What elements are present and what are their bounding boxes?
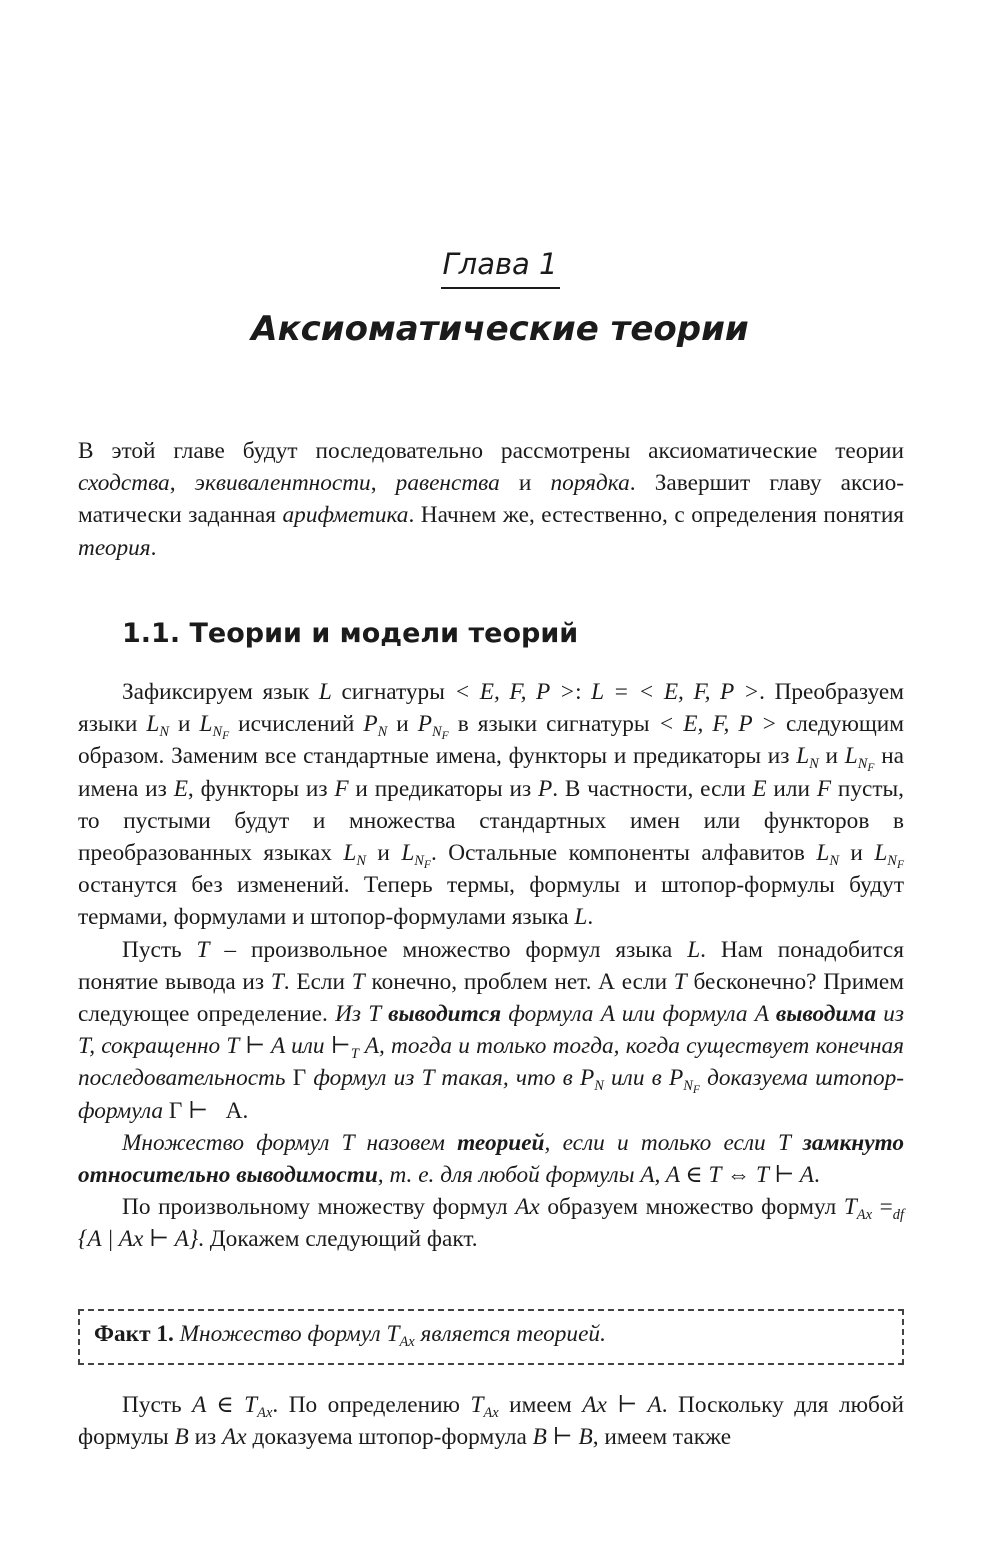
section-title: 1.1. Теории и модели теорий [122,618,579,649]
paragraph-language: Зафиксируем язык L сигнатуры < E, F, P >: L = < E, F, P >. Преобразуем языки $L_N$ и $L_{N_F}$ исчислений $P_N$ и $P_{N_F}$ в языки сигнатуры < E, F, P > следующим образом. Заменим все стандартные имена, функторы и предикаторы из $L_N$ и $L_{N_F}$ на имена из E, функторы из F и предикаторы из P. В частности, если E или F пусты, то пустыми будут и множества стандартных имен или функторов в преобразованных языках $L_N$ и $L_{N_F}$. Остальные компоненты алфавитов $L_N$ и $L_{N_F}$ останутся без изменений. Теперь термы, формулы и штопор-формулы будут термами, формулами и штопор-формулами языка L. [78,679,905,931]
body-text [78,676,904,1256]
proof-paragraph: Пусть A ∈ $T_{Ax}$. По определению $T_{Ax}$ имеем Ax ⊢ A. Поскольку для любой формулы B из Ax доказуема штопор-формула B ⊢ B, имеем также [78,1392,905,1451]
chapter-title: Аксиоматические теории [251,309,749,349]
paragraph-derivation: Пусть T – произвольное множество формул языка L. Нам понадобится понятие вывода из T. Если T конечно, проблем нет. А если T бесконечно? Примем следующее определение. Из T выводится формула A или формула A выводима из T, сокращенно T ⊢ A или $⊢_T$ A, тогда и только тогда, когда существует конечная последовательность Γ формул из T такая, что в $P_N$ или в $P_{N_F}$ доказуема штопор-формула Γ ⊢ A. [78,936,905,1124]
chapter-label: Глава 1 [0,244,1000,289]
paragraph-tax: По произвольному множеству формул Ax образуем множество формул $T_{Ax} =_{df}$ {A | Ax ⊢ A}. Докажем следующий факт. [78,1194,904,1253]
fact-1: Факт 1. Множество формул $T_{Ax}$ является теорией. [94,1321,606,1351]
intro-paragraph: В этой главе будут последовательно рассмотрены аксиоматические теории сходства, эквивалентности, равенства и порядка. Завершит главу аксиоматически заданная арифметика. Начнем же, естественно, с определения понятия теория. [78,438,904,561]
paragraph-theory-definition: Множество формул T назовем теорией, если и только если T замкнуто относительно выводимости, т. е. для любой формулы A, A ∈ T ⇔ T ⊢ A. [78,1129,904,1189]
